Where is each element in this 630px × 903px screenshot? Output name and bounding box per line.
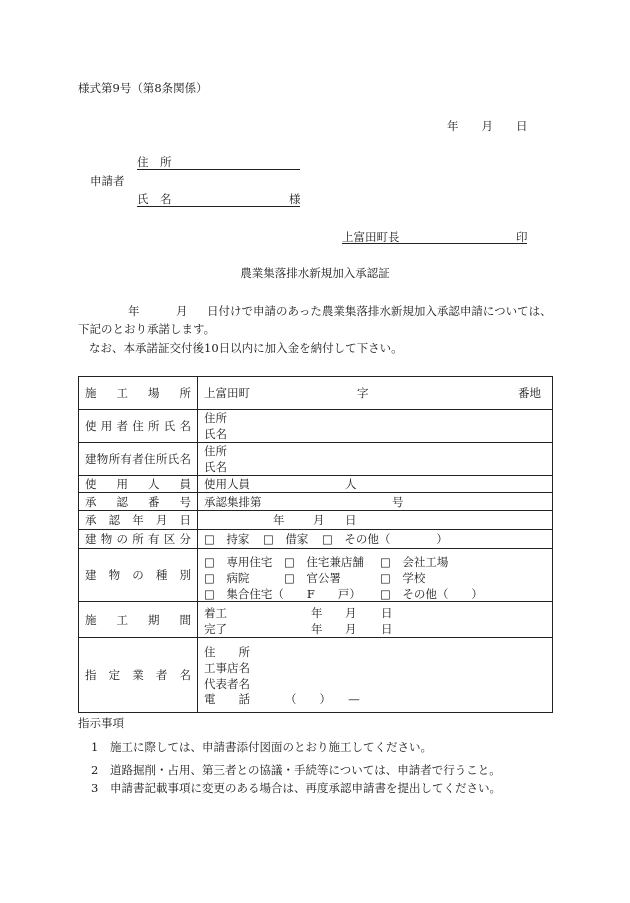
occupants-unit: 人 — [345, 477, 357, 491]
period-label: 施工期間 — [85, 612, 191, 627]
table-row-approval-date — [79, 510, 552, 529]
approval-date-year: 年 — [273, 513, 285, 527]
applicant-name-underline — [137, 206, 300, 207]
instruction-text: 施工に際しては、申請書添付図面のとおり施工してください。 — [110, 740, 432, 754]
document-title: 農業集落排水新規加入承認証 — [240, 266, 390, 280]
period-start-day: 日 — [381, 606, 393, 620]
owner-address-label: 住所 — [204, 444, 227, 458]
addressee-name: 上富田町長 — [342, 230, 400, 244]
construction-site-label-cell — [79, 377, 198, 409]
period-value-cell — [198, 602, 552, 637]
period-end-year: 年 — [311, 622, 323, 636]
construction-site-banchi: 番地 — [518, 386, 541, 400]
instruction-number: 1 — [91, 740, 99, 754]
instruction-number: 3 — [91, 781, 99, 795]
ownership-label-cell — [79, 530, 198, 548]
contractor-label: 指定業者名 — [85, 668, 191, 682]
approval-date-label-cell — [79, 511, 198, 529]
table-row-period — [79, 601, 552, 637]
table-row-user — [79, 409, 552, 442]
building-type-option-other: □ その他（ ） — [380, 587, 483, 601]
ownership-label: 建物の所有区分 — [85, 532, 191, 546]
building-type-label-cell — [79, 549, 198, 601]
instruction-text: 申請書記載事項に変更のある場合は、再度承認申請書を提出してください。 — [110, 781, 501, 795]
table-row-ownership — [79, 529, 552, 548]
building-type-option-residence: □ 専用住宅 — [204, 555, 273, 569]
ownership-option-owned: □ 持家 — [204, 532, 250, 546]
instructions-heading: 指示事項 — [78, 716, 124, 730]
construction-site-label: 施工場所 — [85, 386, 191, 400]
building-type-option-company-factory: □ 会社工場 — [380, 555, 449, 569]
approval-table — [78, 376, 553, 713]
notice-line2: 下記のとおり承諾します。 — [78, 322, 216, 336]
owner-value-cell — [198, 443, 552, 475]
owner-name-label: 氏名 — [204, 460, 227, 474]
table-row-construction-site — [79, 377, 552, 409]
notice-line1-rest: 日付けで申請のあった農業集落排水新規加入承認申請については、 — [207, 304, 552, 318]
approval-number-suffix: 号 — [392, 494, 404, 509]
building-type-value-cell — [198, 549, 552, 601]
applicant-name-label: 氏 名 — [137, 192, 172, 206]
building-type-option-residence-shop: □ 住宅兼店舗 — [284, 555, 364, 569]
construction-site-value-cell — [198, 377, 552, 409]
ownership-option-rented: □ 借家 — [263, 532, 309, 546]
owner-label: 建物所有者住所氏名 — [85, 452, 191, 466]
period-start-month: 月 — [345, 606, 357, 620]
building-type-label: 建物の種別 — [85, 568, 191, 582]
approval-number-label: 承認番号 — [85, 494, 191, 509]
construction-site-aza: 字 — [357, 386, 369, 400]
contractor-phone-label: 電 話 — [204, 692, 250, 706]
period-label-cell — [79, 602, 198, 637]
applicant-address-underline — [137, 169, 300, 170]
owner-label-cell — [79, 443, 198, 475]
applicant-address-label: 住 所 — [137, 155, 172, 169]
approval-date-value-cell — [198, 511, 552, 529]
instruction-number: 2 — [91, 763, 99, 777]
occupants-field: 使用人員 — [204, 477, 250, 491]
user-value-cell — [198, 410, 552, 442]
building-type-option-public-office: □ 官公署 — [284, 571, 341, 585]
issue-date: 年 月 日 — [447, 119, 528, 133]
construction-site-town: 上富田町 — [204, 386, 250, 400]
period-end-day: 日 — [381, 622, 393, 636]
building-type-option-apartment: □ 集合住宅（ F 戸） — [204, 587, 361, 601]
contractor-label-cell — [79, 638, 198, 712]
ownership-value-cell — [198, 530, 552, 548]
approval-date-day: 日 — [345, 513, 357, 527]
user-address-label: 住所 — [204, 411, 227, 425]
contractor-shop-label: 工事店名 — [204, 661, 250, 675]
user-label-cell — [79, 410, 198, 442]
user-label: 使用者住所氏名 — [85, 419, 191, 433]
period-end-month: 月 — [345, 622, 357, 636]
building-type-option-hospital: □ 病院 — [204, 571, 250, 585]
contractor-representative-label: 代表者名 — [204, 677, 250, 691]
period-start-year: 年 — [311, 606, 323, 620]
notice-month: 月 — [176, 304, 188, 318]
table-row-building-type — [79, 548, 552, 601]
table-row-approval-number — [79, 492, 552, 510]
user-name-label: 氏名 — [204, 427, 227, 441]
table-row-owner — [79, 442, 552, 475]
ownership-option-other: □ その他（ ） — [322, 532, 448, 546]
notice-line3: なお、本承諾証交付後10日以内に加入金を納付して下さい。 — [89, 341, 403, 355]
addressee-underline — [342, 243, 527, 244]
approval-number-label-cell — [79, 493, 198, 510]
notice-year: 年 — [128, 304, 140, 318]
applicant-honorific: 様 — [289, 192, 301, 206]
form-number: 様式第9号（第8条関係） — [78, 81, 208, 95]
occupants-label-cell — [79, 476, 198, 492]
approval-date-month: 月 — [313, 513, 325, 527]
approval-date-label: 承認年月日 — [85, 513, 191, 527]
table-row-contractor — [79, 637, 552, 712]
occupants-label: 使用人員 — [85, 477, 191, 491]
seal-mark: 印 — [516, 230, 528, 244]
period-start-label: 着工 — [204, 606, 227, 620]
table-row-occupants — [79, 475, 552, 492]
applicant-label: 申請者 — [90, 174, 125, 188]
approval-number-prefix: 承認集排第 — [204, 494, 262, 509]
instruction-text: 道路掘削・占用、第三者との協議・手続等については、申請者で行うこと。 — [110, 763, 501, 777]
contractor-address-label: 住 所 — [204, 645, 250, 659]
contractor-value-cell — [198, 638, 552, 712]
occupants-value-cell — [198, 476, 552, 492]
period-end-label: 完了 — [204, 622, 227, 636]
approval-number-value-cell — [198, 493, 552, 510]
contractor-phone-format: （ ） — — [285, 692, 360, 706]
building-type-option-school: □ 学校 — [380, 571, 426, 585]
